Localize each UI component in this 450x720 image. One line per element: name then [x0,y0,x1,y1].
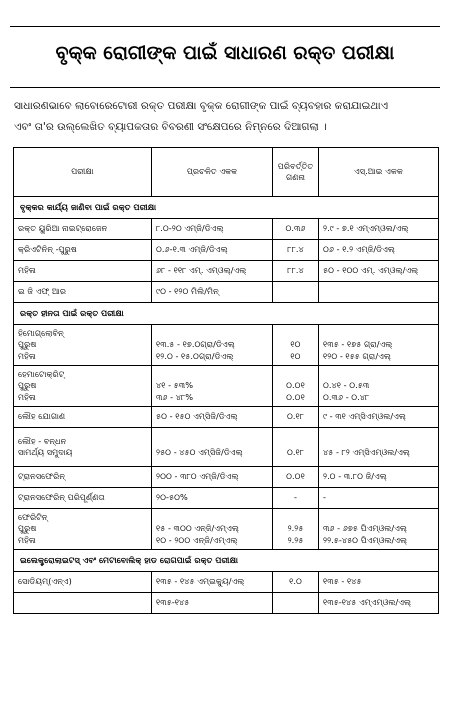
cell-line: ୩୬ - ୪୮% [156,391,194,402]
cell-test: ମହିଳା [14,261,152,282]
cell-si: ୧୩୫-୧୪୫ ଏମ୍‌ଏମ୍‌ଓଲ/ଏଲ୍ [319,593,439,614]
cell-test [14,428,152,467]
section-heading: ଇଲେକ୍ଟ୍ରୋଲାଇଟସ୍ ଏବଂ ମେଟାବୋଲିକ୍ ହାଡ ରୋଗପାଇଁ ରକ୍ତ ପରୀକ୍ଷା [14,550,439,572]
cell-line: ୧୩.୫ - ୧୭.୦ଗ୍ରା/ଡିଏଲ୍ [156,339,235,350]
cell-line: ୯ - ୩୧ ଏମ୍‌ସିଏମ୍‌ଓଲ/ଏଲ୍ [323,411,407,422]
cell-line: ୦.୦୧ [286,380,305,391]
cell-line [323,436,434,447]
cell-line: ମହିଳା [18,350,36,361]
cell-line: ୩୬ - ୬୭୫ ପିଏମ୍‌ଓଲ/ଏଲ୍ [323,523,408,534]
cell-si [319,467,439,488]
cell-factor: ୦.୩୬ [273,219,319,240]
cell-line: ୨୦୦ - ୩୮୦ ଏମ୍‌ଜି/ଡିଏଲ୍ [156,471,239,482]
top-rule [10,26,440,27]
cell-test: ଇ ଜି ଏଫ୍ ଆର [14,282,152,303]
section-heading: ବୃକ୍କର କାର୍ଯ୍ୟ ଜାଣିବା ପାଇଁ ରକ୍ତ ପରୀକ୍ଷା [14,197,439,219]
header-factor-line: ପରିବର୍ତ୍ତିତ [277,160,314,171]
table-row [14,407,439,428]
cell-line: ୧୦ [290,350,301,361]
cell-line [156,369,268,380]
cell-line: ମହିଳା [18,534,36,545]
cell-factor: ୮୮.୪ [273,240,319,261]
cell-line: ୪୧ - ୫୩% [156,380,193,391]
cell-si: ୧୩୫ - ୧୪୫ [319,572,439,593]
table-header-row [14,148,439,197]
table-row [14,593,439,614]
blood-test-table [13,147,439,614]
cell-conventional: ୦.୬-୧.୩ ଏମ୍‌ଜି/ଡିଏଲ୍ [152,240,273,261]
cell-line: ୨୫୦ - ୪୫୦ ଏମ୍‌ସିଜି/ଡିଏଲ୍ [156,447,243,457]
cell-test [14,467,152,488]
section-heading: ରକ୍ତ ହୀନତା ପାଇଁ ରକ୍ତ ପରୀକ୍ଷା [14,303,439,325]
title-rule [10,87,440,88]
cell-si [319,428,439,467]
cell-conventional [152,366,273,407]
section-row-kidney-function [14,197,439,219]
cell-line: ଲୌହ - ବନ୍ଧନ [18,435,67,446]
cell-conventional: ୮.୦-୨୦ ଏମ୍‌ଜି/ଡିଏଲ୍ [152,219,273,240]
cell-line: ୨.୨୫ [287,534,304,545]
intro-paragraph [14,96,440,138]
cell-line: ହେମାଟୋକ୍ରିଟ୍ [18,369,65,380]
cell-line: ୦.୪୧ - ୦.୫୩ [323,380,370,391]
cell-line [323,369,434,380]
cell-conventional: ୬୮ - ୧୧୮ ଏମ୍. ଏମ୍‌ଓଲ୍/ଏଲ୍ [152,261,273,282]
cell-factor [273,593,319,614]
page-title: ବୃକ୍କ ରୋଗୀଙ୍କ ପାଇଁ ସାଧାରଣ ରକ୍ତ ପରୀକ୍ଷା [55,42,395,64]
cell-line: ସାମର୍ଥ୍ୟ ସମୁଦାୟ [18,447,73,457]
cell-factor [273,509,319,550]
cell-test: କ୍ରିଏଟିନିନ୍ -ପୁରୁଷ [14,240,152,261]
table-row [14,325,439,366]
cell-line: ୫୦ - ୧୫୦ ଏମ୍‌ସିଜି/ଡିଏଲ୍ [156,411,238,422]
cell-test [14,509,152,550]
cell-line [277,369,314,380]
header-si-unit: ଏସ୍.ଆଇ ଏକକ [319,148,439,197]
cell-factor [273,467,319,488]
cell-factor [273,428,319,467]
intro-line: ଏବଂ ତା'ର ଉଲ୍ଲେଖିତ ବ୍ୟାପକତାର ବିବରଣୀ ସଂକ୍ଷେପରେ ନିମ୍ନରେ ଦିଆଗଲା । [14,121,327,133]
cell-si [319,509,439,550]
table-row [14,282,439,303]
cell-line: ୧୫ - ୩୦୦ ଏନ୍‌ଜି/ଏମ୍‌ଏଲ୍ [156,523,239,534]
cell-line: ୧୦ [290,339,301,350]
cell-si [319,325,439,366]
cell-line: - [294,492,297,503]
table-row [14,366,439,407]
cell-conventional: ୧୩୫ - ୧୪୫ ଏମ୍‌ଇକ୍ୟୁ/ଏଲ୍ [152,572,273,593]
cell-si: ୫୦ - ୧୦୦ ଏମ୍. ଏମ୍‌ଓଲ୍/ଏଲ୍ [319,261,439,282]
table-body [14,197,439,614]
cell-line: ୦.୦୧ [286,391,305,402]
cell-line: ୪୫ - ୮୨ ଏମ୍‌ସିଏମ୍‌ଓଲ/ଏଲ୍ [323,447,410,457]
cell-conventional: ୯୦ - ୧୨୦ ମିଲି/ମିନ୍ [152,282,273,303]
cell-factor [273,366,319,407]
cell-line: ୧୩୫ - ୧୭୫ ଗ୍ରା/ଏଲ୍ [323,339,393,350]
section-row-anemia [14,303,439,325]
cell-line: ୦.୧୮ [286,447,305,457]
cell-si [319,366,439,407]
cell-test: ସୋଡିୟମ୍(ଏନ୍‌ଏ) [14,572,152,593]
table-row [14,572,439,593]
header-factor-line: ଗଣନା [285,172,306,182]
cell-factor [273,407,319,428]
cell-line [277,436,314,447]
cell-conventional [152,467,273,488]
cell-line: ୧୨୦ - ୧୫୫ ଗ୍ରା/ଏଲ୍ [323,350,391,361]
cell-factor [273,488,319,509]
cell-line: ପୁରୁଷ [18,523,37,534]
cell-line [277,512,314,523]
cell-conventional [152,428,273,467]
cell-si [319,407,439,428]
cell-line: ପୁରୁଷ [18,380,37,391]
cell-line: ୦.୦୧ [286,471,305,482]
cell-conventional [152,509,273,550]
cell-line: - [323,492,326,503]
cell-line [156,436,268,447]
cell-line: ୧୨.୦ - ୧୫.୦ଗ୍ରା/ଡିଏଲ୍ [156,350,234,361]
cell-test [14,488,152,509]
cell-line: ଲୌହ ଯୋଗାଣ [18,411,66,422]
table-row [14,219,439,240]
section-row-electrolytes [14,550,439,572]
table-row [14,509,439,550]
cell-line [156,512,268,523]
table-row [14,488,439,509]
cell-si: ୦୬ - ୧.୨ ଏମ୍‌ଜି/ଡିଏଲ୍ [319,240,439,261]
cell-conventional [152,407,273,428]
cell-line: ଟ୍ରାନସଫେରିନ୍ ପରିପୂର୍ଣ୍ଣତା [18,492,105,503]
cell-factor [273,325,319,366]
cell-test [14,593,152,614]
cell-line: ପୁରୁଷ [18,339,37,350]
cell-test [14,407,152,428]
cell-factor: ୧.୦ [273,572,319,593]
cell-si [319,282,439,303]
cell-line: ହିମୋଗ୍ଲୋବିନ୍ [18,328,64,339]
cell-line: ୦.୧୮ [286,411,305,422]
table-row [14,467,439,488]
cell-line: ଫେରିଟିନ୍ [18,512,48,523]
cell-factor: ୮୮.୪ [273,261,319,282]
cell-conventional: ୧୩୫-୧୪୫ [152,593,273,614]
cell-line [323,328,434,339]
cell-line: ୨୨.୫-୪୫୦ ପିଏମ୍‌ଓଲ/ଏଲ୍ [323,534,408,545]
table-row [14,261,439,282]
cell-factor [273,282,319,303]
cell-line: ମହିଳା [18,391,36,402]
intro-line: ସାଧାରଣଭାବେ ଲାବୋରେଟୋରୀ ରକ୍ତ ପରୀକ୍ଷା ବୃକ୍କ ରୋଗୀଙ୍କ ପାଇଁ ବ୍ୟବହାର କରାଯାଇଥାଏ [14,100,389,112]
cell-test [14,325,152,366]
table-row [14,240,439,261]
cell-line [156,328,268,339]
cell-line: ୨୦-୫୦% [156,492,188,503]
cell-line: ୧୦ - ୨୦୦ ଏନ୍‌ଜି/ଏମ୍‌ଏଲ୍ [156,534,238,545]
cell-line: ୦.୩୬ - ୦.୪୮ [323,391,370,402]
cell-line [277,328,314,339]
cell-test: ରକ୍ତ ୟୁରିଆ ନାଇଟ୍ରୋଜେନ [14,219,152,240]
cell-conventional [152,325,273,366]
cell-conventional [152,488,273,509]
table-row [14,428,439,467]
cell-si: ୨.୯ - ୭.୧ ଏମ୍‌ଏମ୍‌ଓଲ/ଏଲ୍ [319,219,439,240]
cell-line [323,512,434,523]
header-test: ପରୀକ୍ଷା [14,148,152,197]
cell-si [319,488,439,509]
header-conventional-unit: ପ୍ରଚଳିତ ଏକକ [152,148,273,197]
cell-line: ୨.୦ - ୩.୮୦ ଜି/ଏଲ୍ [323,471,387,482]
header-conversion-factor [273,148,319,197]
cell-line: ଟ୍ରାନସଫେରିନ୍ [18,471,65,482]
cell-test [14,366,152,407]
cell-line: ୨.୨୫ [287,523,304,534]
